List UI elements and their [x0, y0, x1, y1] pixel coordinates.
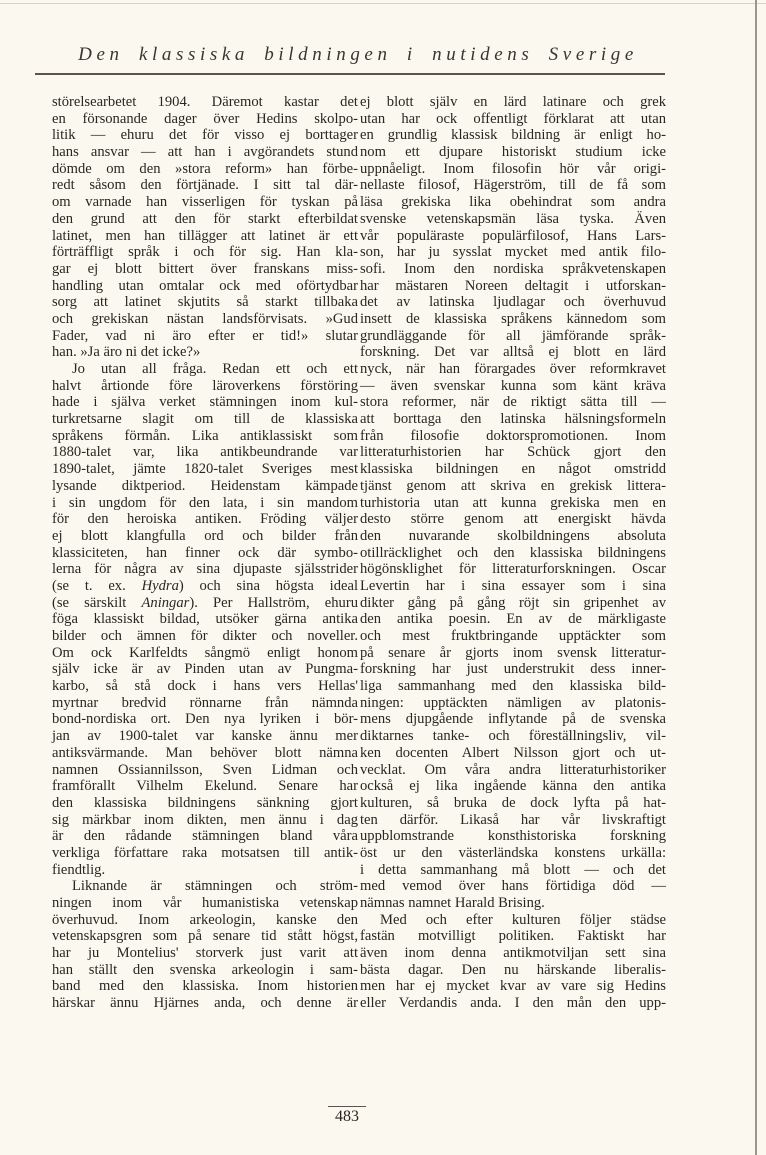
text-line: vetenskapsgren som på senare tid stått högst, [52, 928, 358, 945]
text-line: ej blott klangfulla ord och bilder från [52, 527, 358, 544]
text-line: tjänst genom att skriva en grekisk littera- [360, 477, 666, 494]
text-line: latinet, men han tillägger att latinet är ett [52, 227, 358, 244]
text-line: — även svenskar kunna som känt kräva [360, 377, 666, 394]
italic-title: Hydra [141, 577, 179, 594]
text-line: desto större genom att energiskt hävda [360, 511, 666, 528]
text-line: mens djupgående inflytande på de svenska [360, 711, 666, 728]
text-line: bästa dagar. Den nu härskande liberalis- [360, 961, 666, 978]
text-line: uppblomstrande konsthistoriska forskning [360, 828, 666, 845]
text-line: otillräcklighet och den klassiska bildningens [360, 544, 666, 561]
text-line: ten därför. Likaså har vår livskraftigt [360, 811, 666, 828]
text-line: framförallt Vilhelm Ekelund. Senare har [52, 778, 358, 795]
text-line: och mest fruktbringande upptäckter som [360, 628, 666, 644]
text-line: ej blott själv en lärd latinare och grek [360, 94, 666, 110]
text-line: om varnade han visserligen för tyskan på [52, 194, 358, 211]
text-line: litteraturhistorien har Schück gjort den [360, 444, 666, 461]
page-top-edge [0, 3, 766, 4]
text-line: och grekiskan nästan landsförvisats. »Gud [52, 310, 358, 327]
text-line: också ej lika ingående känna den antika [360, 778, 666, 795]
text-line: nämnas namnet Harald Brising. [360, 895, 545, 911]
text-line: även inom denna antikmotviljan sett sina [360, 945, 666, 962]
text-line: han. »Ja äro ni det icke?» [52, 344, 201, 361]
text-line: språkens förmån. Lika antiklassiskt som [52, 427, 358, 444]
text-line: Jo utan all fråga. Redan ett och ett [72, 361, 358, 377]
text-line: har mästaren Noreen deltagit i utforskan- [360, 277, 666, 294]
text-line: ken docenten Albert Nilsson gjort och ut- [360, 744, 666, 761]
text-line: i sin ungdom för den lata, i sin mandom [52, 494, 358, 511]
text-line: hade i själva verket stämningen inom kul- [52, 394, 358, 411]
text-line: insett de klassiska språkens kännedom som [360, 310, 666, 327]
text-line: nellaste filosof, Hägerström, till de få som [360, 177, 666, 194]
text-line: liga sammanhang med den klassiska bild- [360, 678, 666, 695]
page-number-rule [328, 1106, 366, 1107]
text-line: lysande diktperiod. Heidenstam kämpade [52, 477, 358, 494]
text-line: den nuvarande skolbildningens absoluta [360, 527, 666, 544]
text-line: gar ej blott bittert över franskans miss- [52, 260, 358, 277]
text-line: kulturen, så bruka de dock lyfta på hat- [360, 794, 666, 811]
paragraph [360, 94, 666, 912]
text-line: stora reformer, när de riktigt sätta till — [360, 394, 666, 411]
text-line: eller Verdandis anda. I den mån den upp- [360, 995, 666, 1012]
text-line: i detta sammanhang må blott — och det [360, 861, 666, 878]
right-text-column [360, 94, 666, 1012]
running-head: Den klassiska bildningen i nutidens Sverige [78, 44, 638, 65]
text-line: Liknande är stämningen och ström- [72, 878, 358, 895]
text-line: halvt årtionde före läroverkens förstöring [52, 377, 358, 394]
text-line: Fader, vad ni äro efter er tid!» slutar [52, 327, 358, 344]
text-line: nom ett djupare historiskt studium icke [360, 144, 666, 161]
text-line: klassiciteten, han finner ock där symbo- [52, 544, 358, 561]
text-line: grundläggande för all jämförande språk- [360, 327, 666, 344]
text-line: den grund att den för starkt efterbildat [52, 210, 358, 227]
text-line: sofi. Inom den nordiska språkvetenskapen [360, 260, 666, 277]
text-line: för den heroiska antiken. Fröding väljer [52, 511, 358, 528]
text-line: Levertin har i sina essayer som i sina [360, 577, 666, 594]
text-line: dömde om den »stora reform» han förbe- [52, 160, 358, 177]
text-line: härskar ännu Hjärnes anda, och denne är [52, 995, 358, 1012]
text-line: uppnåeligt. Inom filosofin hör vår origi- [360, 160, 666, 177]
text-line: Om ock Karlfeldts sångmö enligt honom [52, 644, 358, 661]
paragraph [52, 94, 358, 361]
text-line: myrtnar bredvid rönnarne från nämnda [52, 694, 358, 711]
text-line: klassiska bildningen en något omstridd [360, 461, 666, 478]
text-line: från filosofie doktorspromotionen. Inom [360, 427, 666, 444]
text-line: på senare år gjorts inom svensk litteratur- [360, 644, 666, 661]
text-line: (se särskilt Aningar). Per Hallström, ehuru [52, 594, 358, 611]
left-text-column [52, 94, 358, 1012]
text-line: överhuvud. Inom arkeologin, kanske den [52, 911, 358, 928]
text-line: men har ej mycket kvar av vare sig Hedins [360, 978, 666, 995]
text-line: läsa grekiska lika obehindrat som andra [360, 194, 666, 211]
text-line: med vemod över hans förtidiga död — [360, 878, 666, 895]
text-line: son, har ju sysslat mycket med antik filo- [360, 244, 666, 261]
page-number: 483 [335, 1108, 359, 1125]
paragraph [52, 361, 358, 878]
text-line: den antika poesin. En av de märkligaste [360, 611, 666, 628]
text-line: lerna för några av sina djupaste själsstrider [52, 561, 358, 578]
text-line: öst ur den västerländska konstens urkälla: [360, 844, 666, 861]
text-line: att borttaga den latinska hälsningsformeln [360, 411, 666, 428]
text-line: en grundlig klassisk bildning är enligt ho- [360, 127, 666, 144]
paragraph [360, 912, 666, 1012]
paragraph [52, 878, 358, 1012]
text-line: vecklat. Om våra andra litteraturhistoriker [360, 761, 666, 778]
text-line: den klassiska bildningens sänkning gjort [52, 794, 358, 811]
text-line: turkretsarne slagit om till de klassiska [52, 411, 358, 428]
text-line: redt såsom den förtjänade. I sitt tal där- [52, 177, 358, 194]
text-line: litik — ehuru det för visso ej borttager [52, 127, 358, 144]
text-line: det av latinska ljudlagar och överhuvud [360, 294, 666, 311]
text-line: ningen: upptäckten nämligen av platonis- [360, 694, 666, 711]
text-line: namnen Ossiannilsson, Sven Lidman och [52, 761, 358, 778]
text-line: svenske vetenskapsmän läsa tyska. Även [360, 210, 666, 227]
text-line: handling utan omtalar ock med oförtydbar [52, 277, 358, 294]
text-line: karbo, så stå dock i hans vers Hellas' [52, 678, 358, 695]
page-right-edge [755, 0, 757, 1155]
text-line: bond-nordiska ort. Den nya lyriken i bör- [52, 711, 358, 728]
text-line: en försonande dager över Hedins skolpo- [52, 110, 358, 127]
text-line: forskning. Det var alltså ej blott en lärd [360, 344, 666, 361]
text-line: fastän motvilligt politiken. Faktiskt har [360, 928, 666, 945]
text-line: sorg att latinet skjutits så starkt tillbaka [52, 294, 358, 311]
text-line: utan har ock offentligt förklarat att utan [360, 110, 666, 127]
text-line: har ju Montelius' storverk just varit att [52, 945, 358, 962]
text-line: diktarnes tanke- och föreställningsliv, vil- [360, 728, 666, 745]
text-line: 1890-talet, jämte 1820-talet Sveriges mest [52, 461, 358, 478]
text-line: han ställt den svenska arkeologin i sam- [52, 961, 358, 978]
text-line: hans ansvar — att han i avgörandets stund [52, 144, 358, 161]
text-line: band med den klassiska. Inom historien [52, 978, 358, 995]
text-line: bilder och ämnen för dikter och noveller. [52, 628, 358, 644]
text-line: antiksvärmande. Man behöver blott nämna [52, 744, 358, 761]
text-line: störelsearbetet 1904. Däremot kastar det [52, 94, 358, 110]
text-line: är den rådande stämningen bland våra [52, 828, 358, 845]
text-line: nyck, när han förargades över reformkravet [360, 361, 666, 377]
text-line: högönsklighet för litteraturforskningen. Oscar [360, 561, 666, 578]
text-line: fiendtlig. [52, 861, 106, 878]
text-line: sig märkbar inom dikten, men ännu i dag [52, 811, 358, 828]
text-line: verkliga författare raka motsatsen till antik- [52, 844, 358, 861]
text-line: (se t. ex. Hydra) och sina högsta ideal [52, 577, 359, 594]
text-line: ningen inom vår humanistiska vetenskap [52, 895, 358, 911]
text-line: Med och efter kulturen följer städse [380, 911, 666, 928]
text-line: forskning har just understrukit dess inner- [360, 661, 666, 678]
text-line: turhistoria utan att kunna grekiska men en [360, 494, 666, 511]
text-line: jan av 1900-talet var kanske ännu mer [52, 728, 358, 745]
text-line: själv icke är av Pinden utan av Pungma- [52, 661, 358, 678]
text-line: föga klassiskt bildad, utsöker gärna antika [52, 611, 358, 628]
text-line: dikter gång på gång röjt sin gripenhet av [360, 594, 666, 611]
text-line: vår populäraste populärfilosof, Hans Lars- [360, 227, 666, 244]
italic-title: Aningar [141, 594, 190, 611]
header-rule [35, 73, 665, 75]
text-line: förträffligt språk i och för sig. Han kla- [52, 244, 358, 261]
text-line: 1880-talet var, lika antikbeundrande var [52, 444, 358, 461]
